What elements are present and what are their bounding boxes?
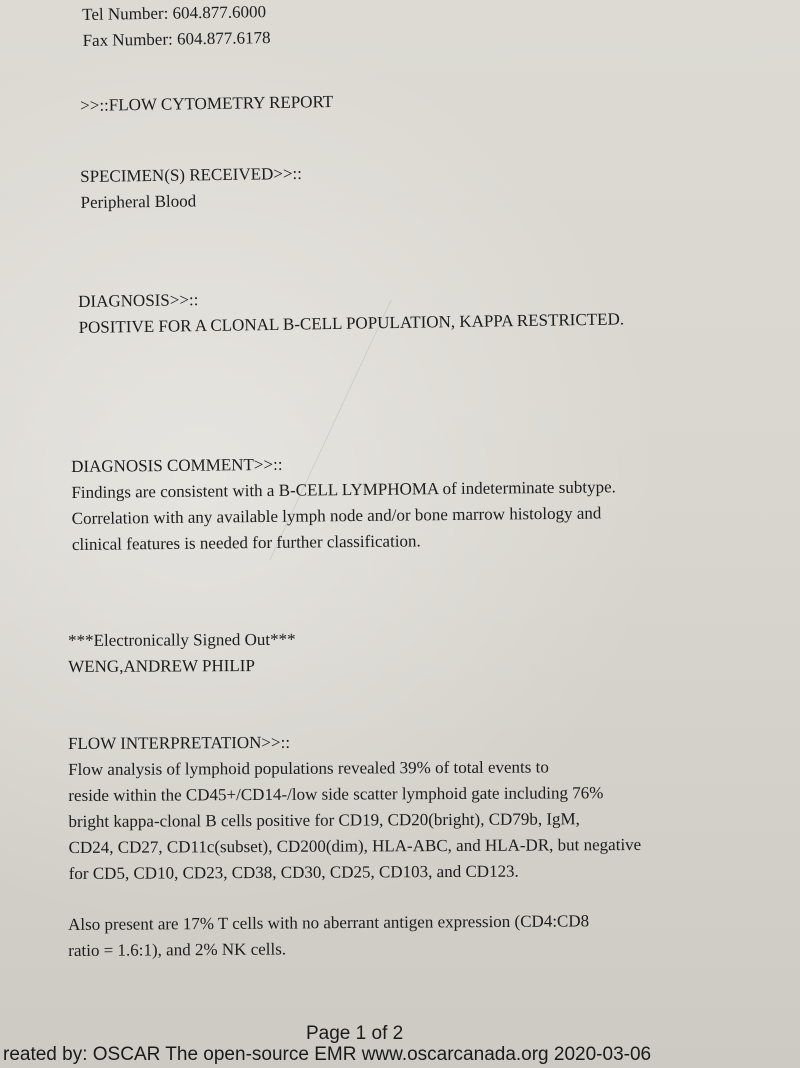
signed-out-status: ***Electronically Signed Out***	[68, 629, 296, 650]
flow-paragraph-line: Also present are 17% T cells with no aberrant antigen expression (CD4:CD8	[68, 911, 590, 934]
created-by-footer: reated by: OSCAR The open-source EMR www.oscarcanada.org 2020-03-06	[3, 1044, 652, 1065]
flow-interpretation-heading: FLOW INTERPRETATION>>::	[68, 732, 291, 753]
flow-paragraph-line: Flow analysis of lymphoid populations revealed 39% of total events to	[68, 757, 549, 779]
diagnosis-heading: DIAGNOSIS>>::	[78, 290, 199, 311]
signature-block	[68, 627, 296, 680]
flow-interpretation-section	[68, 728, 641, 887]
diagnosis-comment-heading: DIAGNOSIS COMMENT>>::	[71, 454, 283, 476]
flow-paragraph-line: CD24, CD27, CD11c(subset), CD200(dim), HLA-ABC, and HLA-DR, but negative	[68, 835, 642, 857]
flow-interpretation-paragraph-2	[68, 908, 589, 964]
page-number: Page 1 of 2	[306, 1023, 404, 1044]
diagnosis-section	[78, 280, 624, 341]
specimen-value: Peripheral Blood	[80, 191, 197, 212]
flow-paragraph-line: bright kappa-clonal B cells positive for CD19, CD20(bright), CD79b, IgM,	[68, 809, 580, 831]
diagnosis-comment-line: Correlation with any available lymph node and/or bone marrow histology and	[71, 503, 602, 528]
tel-number: Tel Number: 604.877.6000	[82, 2, 267, 24]
flow-paragraph-line: ratio = 1.6:1), and 2% NK cells.	[68, 939, 287, 960]
diagnosis-comment-line: Findings are consistent with a B-CELL LYMPHOMA of indeterminate subtype.	[71, 477, 616, 502]
fax-number: Fax Number: 604.877.6178	[82, 28, 271, 50]
pathologist-name: WENG,ANDREW PHILIP	[68, 656, 255, 676]
specimen-section	[80, 161, 302, 216]
diagnosis-value: POSITIVE FOR A CLONAL B-CELL POPULATION, KAPPA RESTRICTED.	[78, 309, 625, 337]
report-title: >>::FLOW CYTOMETRY REPORT	[80, 92, 334, 115]
diagnosis-comment-section	[71, 448, 616, 558]
flow-paragraph-line: reside within the CD45+/CD14-/low side scatter lymphoid gate including 76%	[68, 783, 604, 805]
contact-block	[82, 0, 271, 54]
diagnosis-comment-line: clinical features is needed for further classification.	[71, 531, 421, 554]
flow-paragraph-line: for CD5, CD10, CD23, CD38, CD30, CD25, CD103, and CD123.	[68, 861, 519, 883]
specimen-heading: SPECIMEN(S) RECEIVED>>::	[80, 163, 303, 186]
